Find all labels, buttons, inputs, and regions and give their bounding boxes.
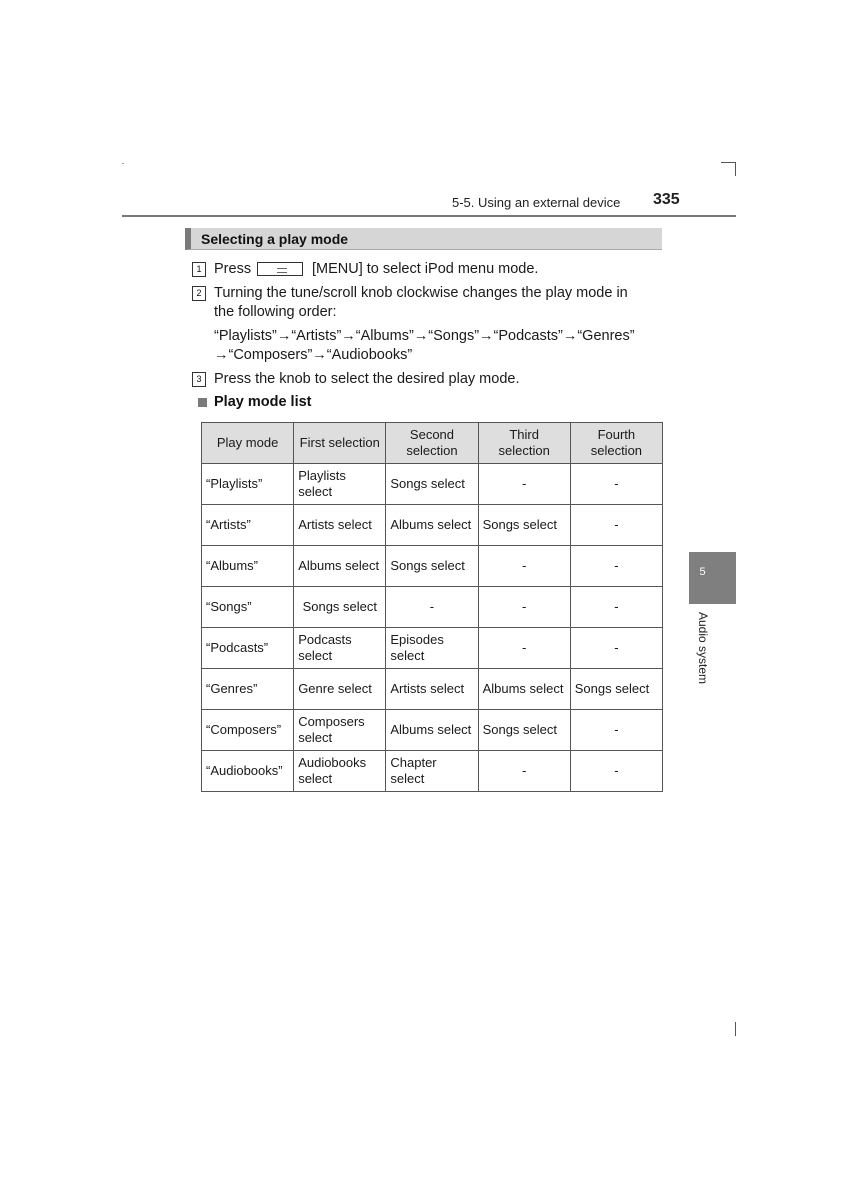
cell-play-mode: “Audiobooks” [202,751,294,792]
crop-mark-top-right [721,162,735,163]
cell-first: Audiobooks select [294,751,386,792]
cell-first: Composers select [294,710,386,751]
cell-second: Albums select [386,505,478,546]
header-fourth-selection: Fourth selection [570,423,662,464]
step-1-text-before: Press [214,261,252,277]
cell-second: - [386,587,478,628]
table-row [202,710,663,751]
step-number-2: 2 [192,286,206,301]
section-heading-bar [185,228,662,250]
crop-mark-top-right-vertical [735,162,736,176]
table-row [202,751,663,792]
cell-play-mode: “Songs” [202,587,294,628]
step-number-3: 3 [192,372,206,387]
cell-third: Albums select [478,669,570,710]
cell-first: Podcasts select [294,628,386,669]
table-row [202,628,663,669]
cell-second: Albums select [386,710,478,751]
cell-fourth: - [570,628,662,669]
menu-button-icon [257,262,303,276]
cell-third: Songs select [478,710,570,751]
step-2-order-line-1: “Playlists”→“Artists”→“Albums”→“Songs”→“Podcasts”→“Genres” [214,328,635,344]
step-2-line-2: the following order: [214,304,337,320]
crop-mark-top-left [122,163,124,164]
page-number: 335 [653,191,680,208]
cell-second: Songs select [386,464,478,505]
table-row [202,464,663,505]
cell-second: Episodes select [386,628,478,669]
chapter-label: Audio system [696,612,710,685]
header-section-title: 5-5. Using an external device [452,195,621,210]
cell-play-mode: “Composers” [202,710,294,751]
cell-third: - [478,546,570,587]
chapter-tab [689,552,736,604]
cell-play-mode: “Playlists” [202,464,294,505]
cell-fourth: Songs select [570,669,662,710]
table-row [202,669,663,710]
cell-fourth: - [570,751,662,792]
header-second-selection: Second selection [386,423,478,464]
play-mode-table [201,422,663,792]
cell-third: - [478,587,570,628]
cell-fourth: - [570,505,662,546]
step-2-line-1: Turning the tune/scroll knob clockwise changes the play mode in [214,285,628,301]
cell-fourth: - [570,587,662,628]
cell-second: Artists select [386,669,478,710]
header-play-mode: Play mode [202,423,294,464]
cell-first: Songs select [294,587,386,628]
cell-play-mode: “Genres” [202,669,294,710]
header-first-selection: First selection [294,423,386,464]
step-3-text: Press the knob to select the desired play mode. [214,371,520,387]
cell-fourth: - [570,464,662,505]
cell-fourth: - [570,546,662,587]
table-row [202,505,663,546]
cell-play-mode: “Podcasts” [202,628,294,669]
cell-third: - [478,751,570,792]
step-2-order-line-2: →“Composers”→“Audiobooks” [214,347,413,363]
cell-first: Playlists select [294,464,386,505]
cell-play-mode: “Artists” [202,505,294,546]
cell-first: Artists select [294,505,386,546]
crop-mark-bottom-right [735,1022,736,1036]
step-number-1: 1 [192,262,206,277]
table-header-row [202,423,663,464]
square-bullet-icon [198,398,207,407]
play-mode-list-heading: Play mode list [214,394,312,410]
cell-third: - [478,628,570,669]
header-divider [122,215,736,217]
table-row [202,546,663,587]
header-third-selection: Third selection [478,423,570,464]
cell-first: Genre select [294,669,386,710]
cell-third: - [478,464,570,505]
cell-first: Albums select [294,546,386,587]
cell-third: Songs select [478,505,570,546]
table-row [202,587,663,628]
section-title: Selecting a play mode [201,231,349,247]
menu-lines-icon [277,268,287,273]
cell-second: Chapter select [386,751,478,792]
cell-second: Songs select [386,546,478,587]
cell-play-mode: “Albums” [202,546,294,587]
chapter-number: 5 [699,566,706,578]
cell-fourth: - [570,710,662,751]
step-1-text-after: [MENU] to select iPod menu mode. [312,261,539,277]
